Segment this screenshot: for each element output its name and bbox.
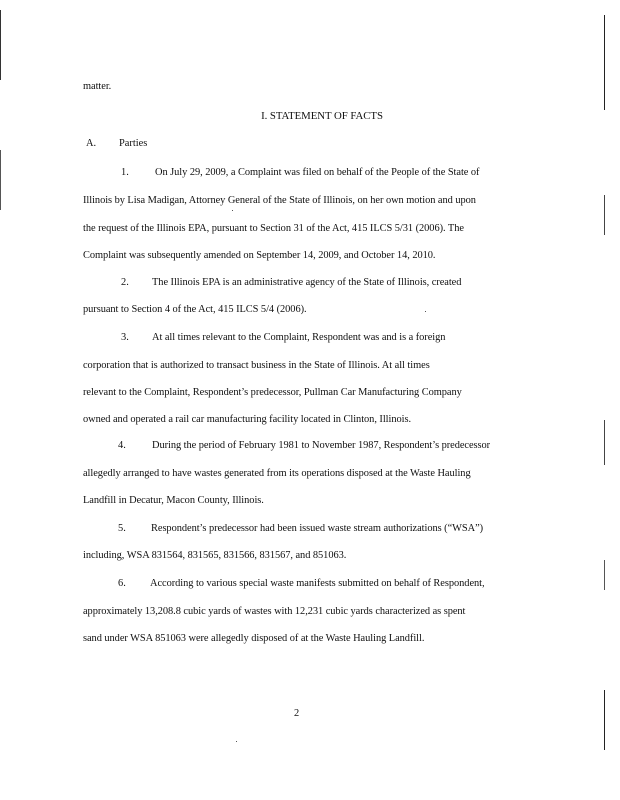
subsection-title: Parties bbox=[119, 138, 148, 149]
paragraph-line: sand under WSA 851063 were allegedly disposed of at the Waste Hauling Landfill. bbox=[83, 633, 425, 644]
paragraph-line: The Illinois EPA is an administrative agency of the State of Illinois, created bbox=[152, 277, 462, 288]
paragraph-line: corporation that is authorized to transact business in the State of Illinois. At all times bbox=[83, 360, 430, 371]
paragraph-line: relevant to the Complaint, Respondent’s predecessor, Pullman Car Manufacturing Company bbox=[83, 387, 462, 398]
paragraph-number: 4. bbox=[118, 440, 126, 451]
paragraph-line: Illinois by Lisa Madigan, Attorney General of the State of Illinois, on her own motion and upon bbox=[83, 195, 476, 206]
paragraph-line: allegedly arranged to have wastes generated from its operations disposed at the Waste Hauling bbox=[83, 468, 471, 479]
paragraph-line: At all times relevant to the Complaint, Respondent was and is a foreign bbox=[152, 332, 446, 343]
subsection-label: A. bbox=[86, 138, 97, 149]
paragraph-number: 2. bbox=[121, 277, 129, 288]
paragraph-line: Complaint was subsequently amended on September 14, 2009, and October 14, 2010. bbox=[83, 250, 436, 261]
continuation-text: matter. bbox=[83, 81, 112, 92]
paragraph-number: 1. bbox=[121, 167, 129, 178]
paragraph-line: including, WSA 831564, 831565, 831566, 831567, and 851063. bbox=[83, 550, 347, 561]
paragraph-line: On July 29, 2009, a Complaint was filed on behalf of the People of the State of bbox=[155, 167, 480, 178]
page-number: 2 bbox=[294, 708, 300, 720]
scan-edge-right bbox=[604, 420, 605, 465]
scan-speck bbox=[232, 210, 233, 211]
paragraph-line: Landfill in Decatur, Macon County, Illinois. bbox=[83, 495, 264, 506]
paragraph-number: 3. bbox=[121, 332, 129, 343]
paragraph-line: During the period of February 1981 to November 1987, Respondent’s predecessor bbox=[152, 440, 491, 451]
paragraph-line: Respondent’s predecessor had been issued waste stream authorizations (“WSA”) bbox=[151, 523, 484, 534]
scan-edge-right bbox=[604, 195, 605, 235]
scan-edge-right bbox=[604, 560, 605, 590]
paragraph-line: the request of the Illinois EPA, pursuant to Section 31 of the Act, 415 ILCS 5/31 (2006). The bbox=[83, 223, 464, 234]
paragraph-number: 6. bbox=[118, 578, 126, 589]
scan-edge-left bbox=[0, 10, 1, 80]
scan-edge-right bbox=[604, 15, 605, 110]
section-heading: I. STATEMENT OF FACTS bbox=[261, 110, 383, 122]
scan-edge-left bbox=[0, 150, 1, 210]
scan-edge-right bbox=[604, 690, 605, 750]
scan-speck bbox=[425, 311, 426, 312]
paragraph-line: According to various special waste manifests submitted on behalf of Respondent, bbox=[150, 578, 485, 589]
paragraph-line: owned and operated a rail car manufacturing facility located in Clinton, Illinois. bbox=[83, 414, 412, 425]
paragraph-line: approximately 13,208.8 cubic yards of wastes with 12,231 cubic yards characterized as spent bbox=[83, 606, 466, 617]
paragraph-number: 5. bbox=[118, 523, 126, 534]
paragraph-line: pursuant to Section 4 of the Act, 415 ILCS 5/4 (2006). bbox=[83, 304, 307, 315]
scan-speck bbox=[236, 741, 237, 742]
